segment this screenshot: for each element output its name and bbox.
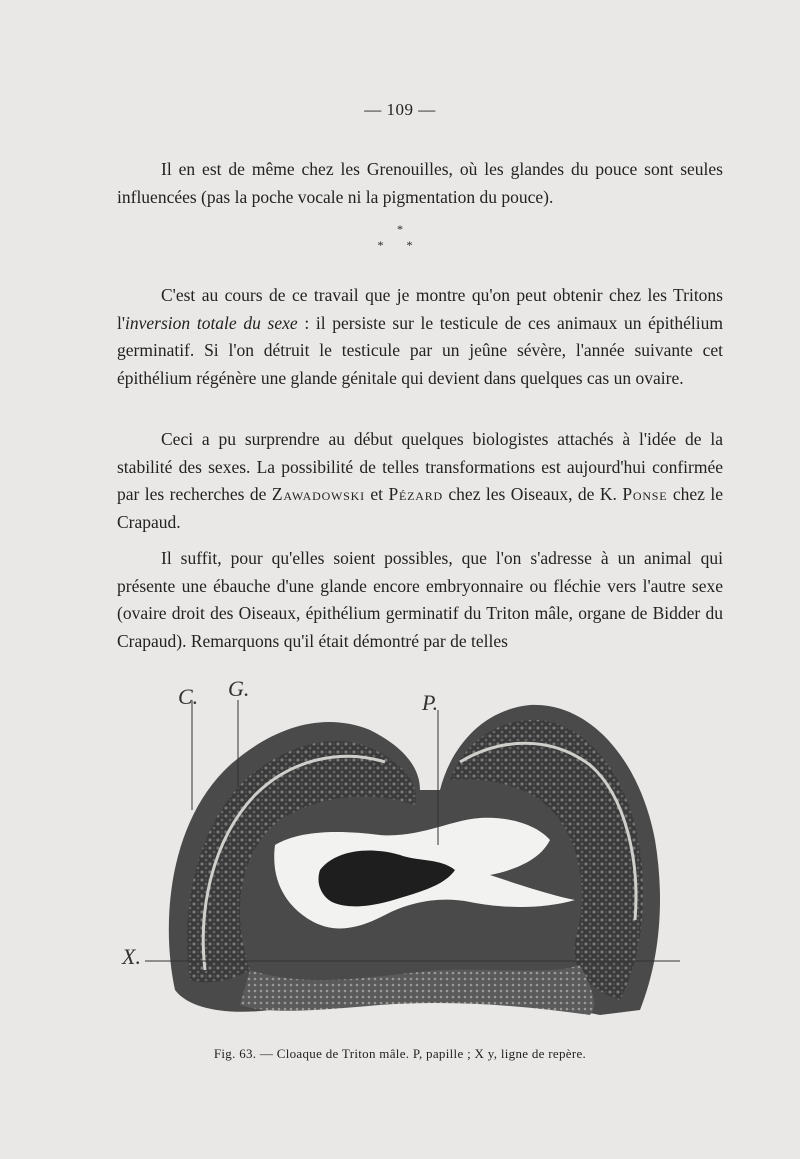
figure-label-x: X. [122,944,141,969]
paragraph-2-emphasis: inversion totale du sexe [125,312,298,333]
paragraph-2-text-a: C'est au cours de ce travail que je montre qu'on peut obtenir chez les Tritons l' [117,285,723,333]
figure-63 [120,670,700,1030]
section-break-stars: * * [377,238,423,252]
section-break-star: * [397,222,403,236]
paragraph-1 [117,156,723,211]
cloaca-section-illustration [120,670,700,1030]
figure-caption: Fig. 63. — Cloaque de Triton mâle. P, papille ; X y, ligne de repère. [213,1046,587,1061]
paragraph-1-text: Il en est de même chez les Grenouilles, où les glandes du pouce sont seules influencées (pas la poche vocale ni la pigmentation du pouce). [117,159,723,207]
figure-label-g: G. [228,676,250,701]
figure-label-p: P. [422,690,439,715]
paragraph-4-text: Il suffit, pour qu'elles soient possibles, que l'on s'adresse à un animal qui présente une ébauche d'une glande encore embryonnaire ou fléchie vers l'autre sexe (ovaire droit des Oiseaux, épithélium germinatif du Triton mâle, organe de Bidder du Crapaud). Remarquons qu'il était démontré par de telles [117,548,723,651]
author-name-pezard: Pézard [388,484,443,504]
figure-label-c: C. [178,684,199,709]
paragraph-4 [117,545,723,655]
paragraph-3 [117,426,723,536]
paragraph-3-text-c: chez les Oiseaux, de K. [442,484,623,504]
paragraph-3-text-b: et [364,484,389,504]
author-name-zawadowski: Zawadowski [271,484,365,504]
paragraph-3-text-d: chez le Crapaud. [117,484,723,532]
paragraph-2 [117,282,723,392]
page-number: — 109 — [364,100,436,119]
paragraph-3-text-a: Ceci a pu surprendre au début quelques biologistes attachés à l'idée de la stabilité des sexes. La possibilité de telles transformations est aujourd'hui confirmée par les recherches de [117,429,723,504]
paragraph-2-text-b: : il persiste sur le testicule de ces animaux un épithélium germinatif. Si l'on détruit le testicule par un jeûne sévère, l'année suivante cet épithélium régénère une glande génitale qui devient dans quelques cas un ovaire. [117,312,723,388]
author-name-ponse: Ponse [622,484,668,504]
